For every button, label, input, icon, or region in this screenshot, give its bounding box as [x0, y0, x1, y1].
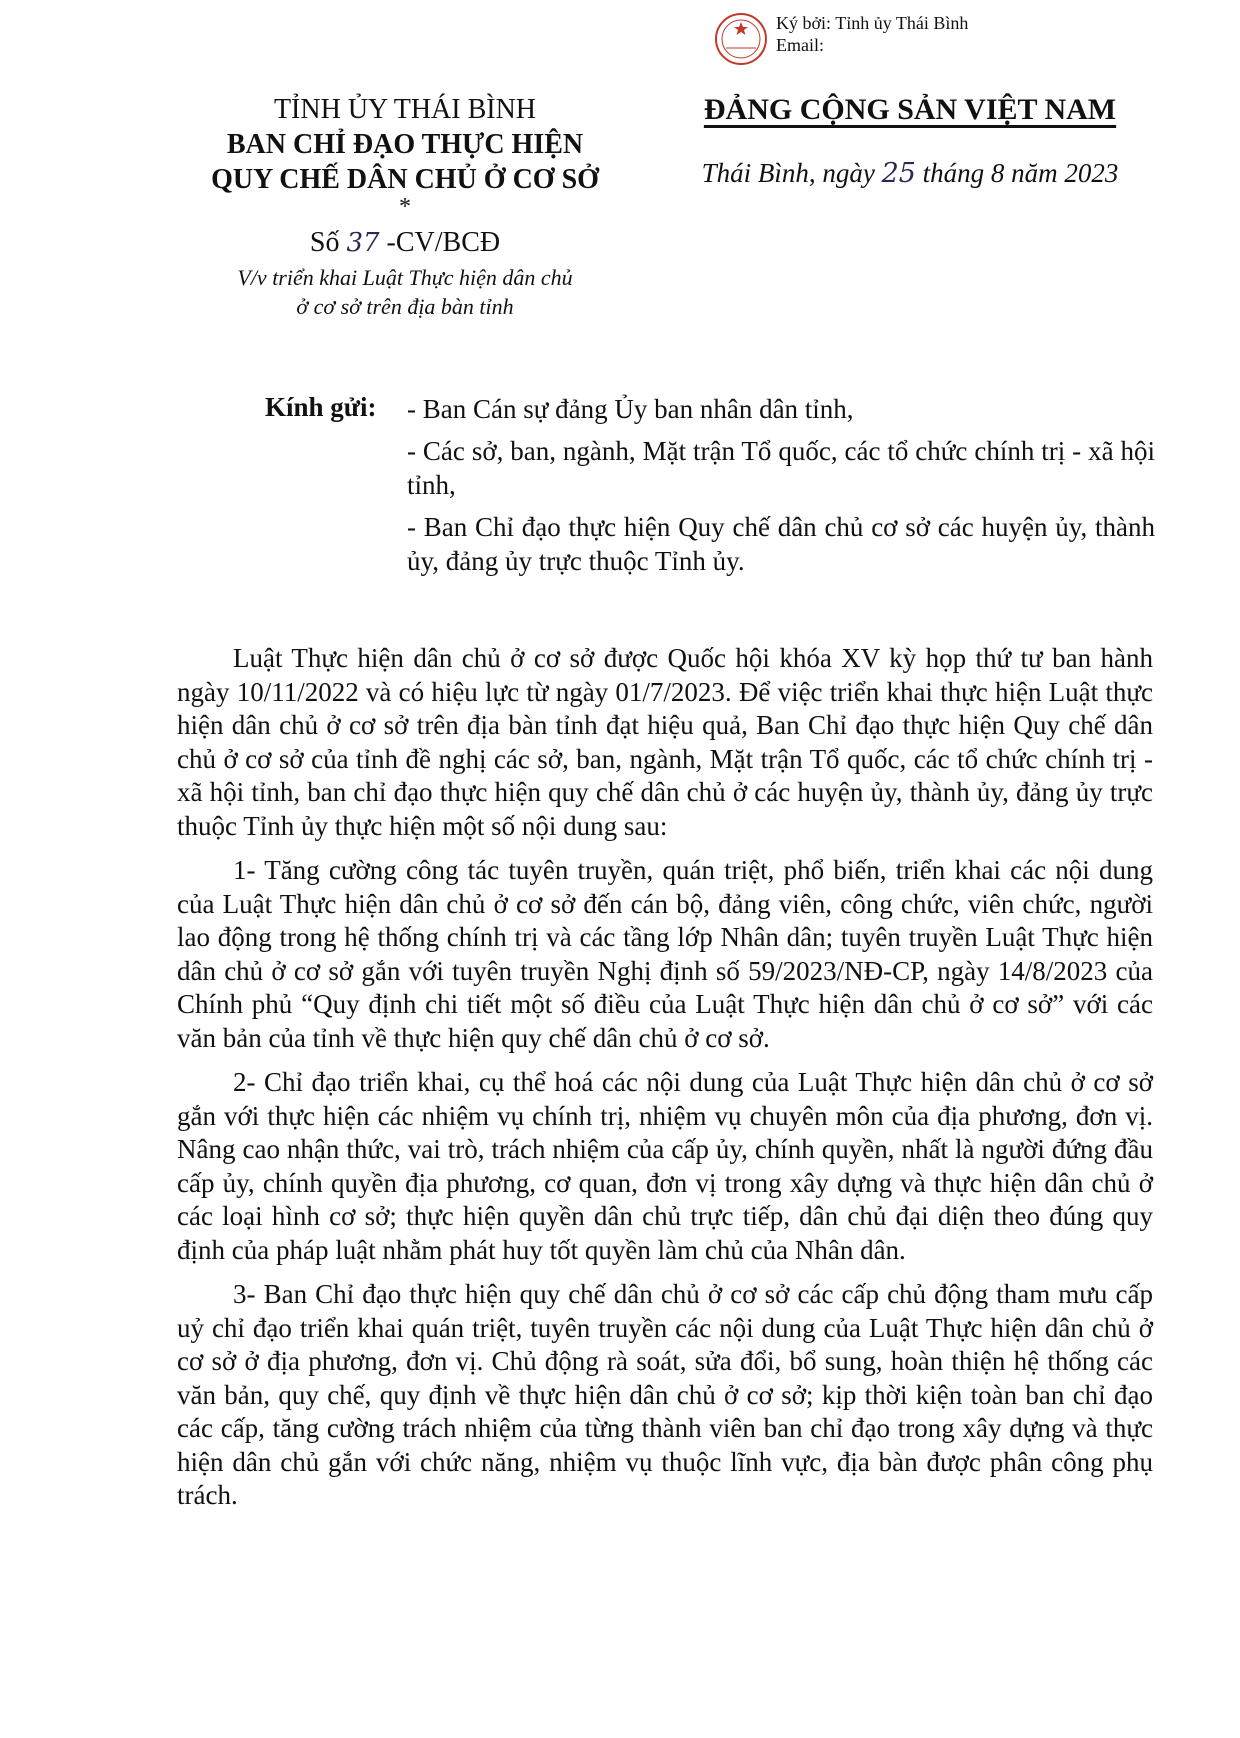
issuer-org: TỈNH ỦY THÁI BÌNH: [273, 94, 537, 125]
document-body: [177, 642, 1153, 1524]
number-suffix: -CV/BCĐ: [386, 227, 501, 258]
party-header: [660, 92, 1160, 191]
number-value: 37: [346, 228, 380, 258]
issuer-board-line2: QUY CHẾ DÂN CHỦ Ở CƠ SỞ: [211, 164, 599, 195]
issuer-header: [180, 92, 630, 321]
recipients-label: Kính gửi:: [265, 392, 377, 422]
subject-line1: V/v triển khai Luật Thực hiện dân chủ: [237, 265, 573, 290]
date-day: 25: [881, 158, 916, 189]
date-suffix: tháng 8 năm 2023: [922, 158, 1119, 188]
seal-icon: [714, 12, 768, 66]
header-star: *: [399, 194, 411, 220]
digital-signature-stamp: [714, 10, 1014, 66]
recipient-item: - Các sở, ban, ngành, Mặt trận Tổ quốc, các tổ chức chính trị - xã hội tỉnh,: [407, 436, 1155, 500]
issuer-board-line1: BAN CHỈ ĐẠO THỰC HIỆN: [226, 129, 584, 160]
recipients-list: [407, 392, 1155, 586]
body-paragraph-intro: Luật Thực hiện dân chủ ở cơ sở được Quốc hội khóa XV kỳ họp thứ tư ban hành ngày 10/11/2022 và có hiệu lực từ ngày 01/7/2023. Để việc triển khai thực hiện Luật thực hiện dân chủ ở cơ sở trên địa bàn tỉnh đạt hiệu quả, Ban Chỉ đạo thực hiện Quy chế dân chủ ở cơ sở của tỉnh đề nghị các sở, ban, ngành, Mặt trận Tổ quốc, các tổ chức chính trị - xã hội tỉnh, ban chỉ đạo thực hiện quy chế dân chủ ở các huyện ủy, thành ủy, đảng ủy trực thuộc Tỉnh ủy thực hiện một số nội dung sau:: [177, 643, 1153, 841]
signed-by-text: Ký bởi: Tỉnh ủy Thái Bình: [776, 13, 969, 33]
body-paragraph-2: 2- Chỉ đạo triển khai, cụ thể hoá các nội dung của Luật Thực hiện dân chủ ở cơ sở gắn với thực hiện các nhiệm vụ chính trị, nhiệm vụ chuyên môn của địa phương, đơn vị. Nâng cao nhận thức, vai trò, trách nhiệm của cấp ủy, chính quyền, nhất là người đứng đầu cấp ủy, chính quyền địa phương, cơ quan, đơn vị trong xây dựng và thực hiện dân chủ ở các loại hình cơ sở; thực hiện quyền dân chủ trực tiếp, dân chủ đại diện theo đúng quy định của pháp luật nhằm phát huy tốt quyền làm chủ của Nhân dân.: [177, 1067, 1153, 1265]
body-paragraph-3: 3- Ban Chỉ đạo thực hiện quy chế dân chủ ở cơ sở các cấp chủ động tham mưu cấp uỷ chỉ đạo triển khai quán triệt, tuyên truyền các nội dung của Luật Thực hiện dân chủ ở cơ sở ở địa phương, đơn vị. Chủ động rà soát, sửa đổi, bổ sung, hoàn thiện hệ thống các văn bản, quy chế, quy định về thực hiện dân chủ ở cơ sở; kịp thời kiện toàn ban chỉ đạo các cấp, tăng cường trách nhiệm của từng thành viên ban chỉ đạo trong xây dựng và thực hiện dân chủ gắn với chức năng, nhiệm vụ thuộc lĩnh vực, địa bàn được phân công phụ trách.: [177, 1279, 1153, 1510]
document-number: [180, 223, 630, 263]
party-name: ĐẢNG CỘNG SẢN VIỆT NAM: [703, 93, 1117, 126]
issue-date: [660, 156, 1160, 191]
number-prefix: Số: [309, 227, 340, 258]
body-paragraph-1: 1- Tăng cường công tác tuyên truyền, quán triệt, phổ biến, triển khai các nội dung của Luật Thực hiện dân chủ ở cơ sở đến cán bộ, đảng viên, công chức, viên chức, người lao động trong hệ thống chính trị và các tầng lớp Nhân dân; tuyên truyền Luật Thực hiện dân chủ ở cơ sở gắn với tuyên truyền Nghị định số 59/2023/NĐ-CP, ngày 14/8/2023 của Chính phủ “Quy định chi tiết một số điều của Luật Thực hiện dân chủ ở cơ sở” với các văn bản của tỉnh về thực hiện quy chế dân chủ ở cơ sở.: [177, 855, 1153, 1053]
date-prefix: Thái Bình, ngày: [701, 158, 875, 188]
recipient-item: - Ban Chỉ đạo thực hiện Quy chế dân chủ cơ sở các huyện ủy, thành ủy, đảng ủy trực thuộc Tỉnh ủy.: [407, 512, 1155, 576]
recipient-item: - Ban Cán sự đảng Ủy ban nhân dân tỉnh,: [407, 394, 854, 424]
signature-email: Email:: [776, 35, 824, 55]
subject-line2: ở cơ sở trên địa bàn tỉnh: [296, 294, 514, 319]
